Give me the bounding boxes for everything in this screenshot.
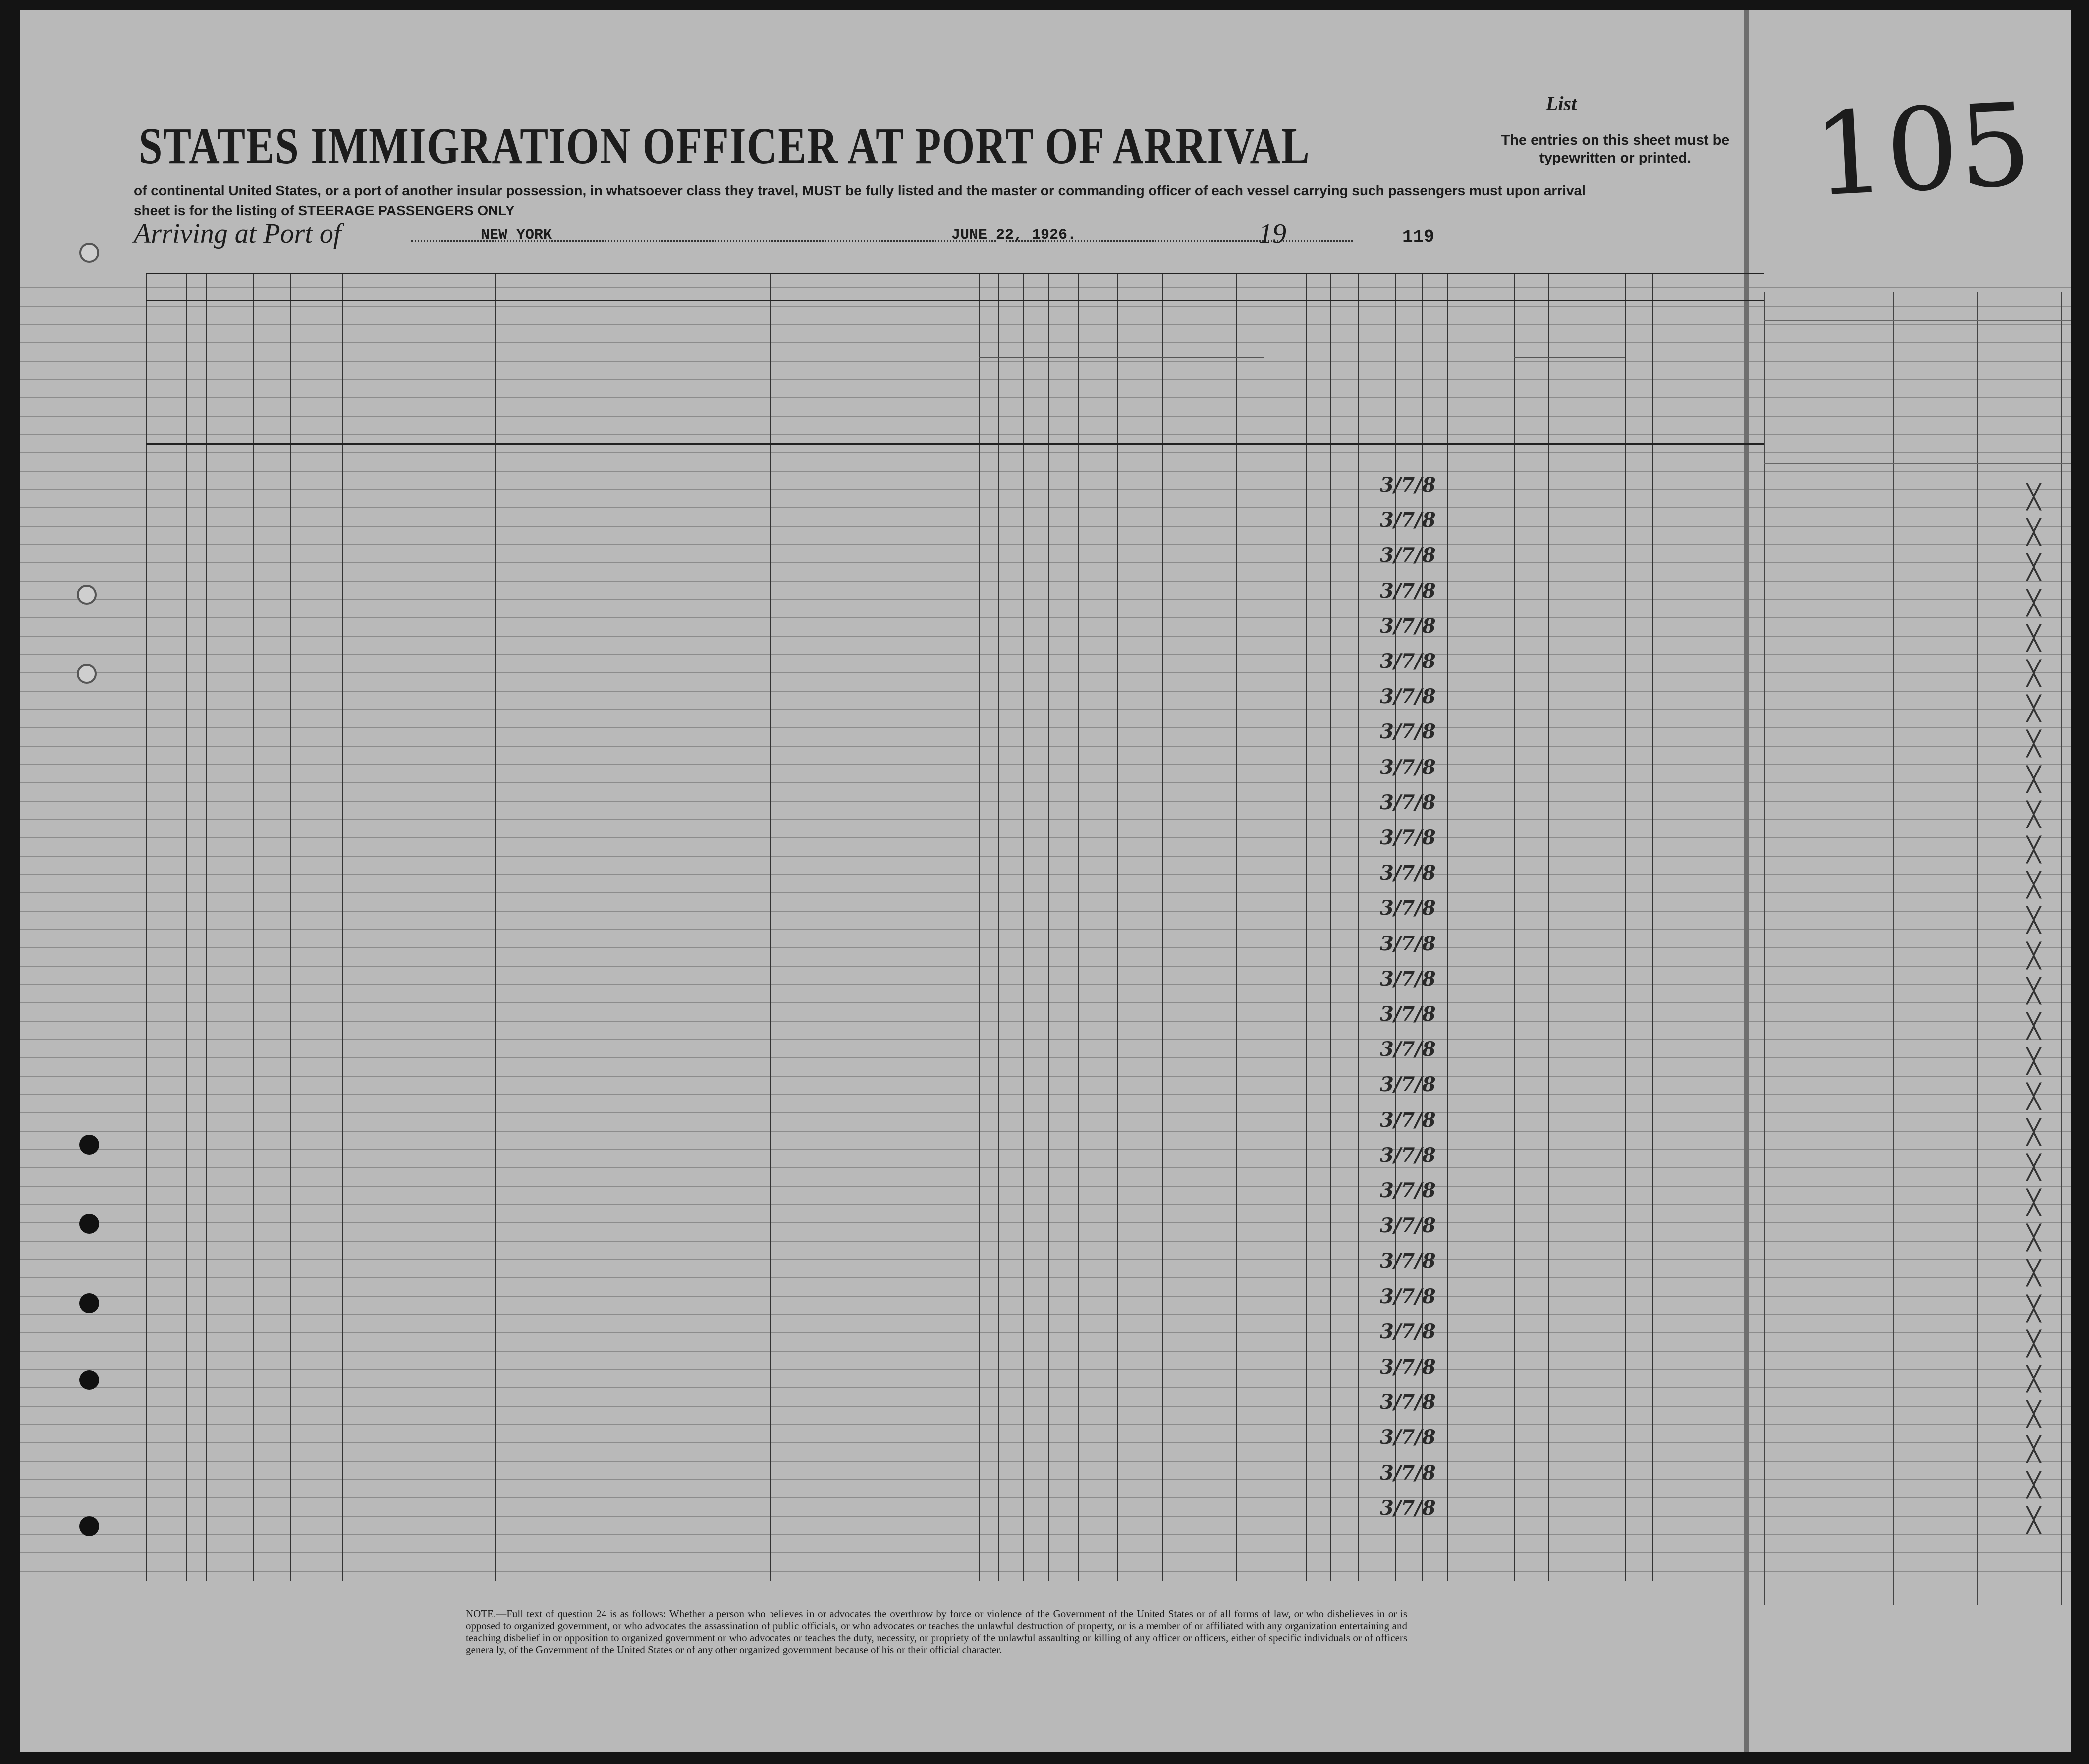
manifest-sheet bbox=[20, 10, 2071, 1752]
handwritten-date-mark: 3/7/8 bbox=[1380, 720, 1436, 744]
handwritten-date-mark: 3/7/8 bbox=[1380, 1073, 1436, 1097]
checkmark: ╳ bbox=[2027, 518, 2041, 547]
passenger-row bbox=[20, 1284, 2071, 1326]
passenger-row bbox=[20, 473, 2071, 515]
handwritten-date-mark: 3/7/8 bbox=[1380, 650, 1436, 673]
handwritten-date-mark: 3/7/8 bbox=[1380, 1284, 1436, 1308]
checkmark: ╳ bbox=[2027, 553, 2041, 582]
passenger-row bbox=[20, 544, 2071, 585]
checkmark: ╳ bbox=[2027, 624, 2041, 652]
passenger-row bbox=[20, 720, 2071, 762]
checkmark: ╳ bbox=[2027, 1189, 2041, 1216]
page-title: STATES IMMIGRATION OFFICER AT PORT OF ARRIVAL bbox=[139, 117, 1311, 174]
checkmark: ╳ bbox=[2027, 1400, 2041, 1429]
passenger-row bbox=[20, 1038, 2071, 1079]
checkmark: ╳ bbox=[2027, 1083, 2041, 1111]
handwritten-date-mark: 3/7/8 bbox=[1380, 1038, 1436, 1061]
checkmark: ╳ bbox=[2027, 730, 2041, 758]
checkmark: ╳ bbox=[2027, 1047, 2041, 1076]
handwritten-date-mark: 3/7/8 bbox=[1380, 1461, 1436, 1485]
handwritten-date-mark: 3/7/8 bbox=[1380, 544, 1436, 567]
checkmark: ╳ bbox=[2027, 589, 2041, 617]
passenger-row bbox=[20, 508, 2071, 550]
passenger-row bbox=[20, 1108, 2071, 1150]
handwritten-date-mark: 3/7/8 bbox=[1380, 1214, 1436, 1238]
year-prefix: 19 bbox=[1259, 219, 1286, 249]
passenger-row bbox=[20, 1073, 2071, 1114]
passenger-row bbox=[20, 1002, 2071, 1044]
handwritten-date-mark: 3/7/8 bbox=[1380, 579, 1436, 603]
handwritten-date-mark: 3/7/8 bbox=[1380, 1426, 1436, 1449]
handwritten-date-mark: 3/7/8 bbox=[1380, 755, 1436, 779]
checkmark: ╳ bbox=[2027, 1118, 2041, 1146]
intro-line: sheet is for the listing of STEERAGE PASSENGERS ONLY bbox=[134, 203, 515, 218]
checkmark: ╳ bbox=[2027, 695, 2041, 723]
checkmark: ╳ bbox=[2027, 1471, 2041, 1499]
checkmark: ╳ bbox=[2027, 660, 2041, 687]
handwritten-date-mark: 3/7/8 bbox=[1380, 1249, 1436, 1273]
passenger-row bbox=[20, 1143, 2071, 1185]
list-label: List bbox=[1546, 92, 1577, 114]
passenger-row bbox=[20, 932, 2071, 974]
handwritten-date-mark: 3/7/8 bbox=[1380, 1179, 1436, 1202]
handwritten-date-mark: 3/7/8 bbox=[1380, 1143, 1436, 1167]
passenger-row bbox=[20, 685, 2071, 726]
handwritten-date-mark: 3/7/8 bbox=[1380, 967, 1436, 991]
handwritten-date-mark: 3/7/8 bbox=[1380, 826, 1436, 849]
checkmark: ╳ bbox=[2027, 871, 2041, 899]
passenger-row bbox=[20, 826, 2071, 868]
passenger-row bbox=[20, 790, 2071, 832]
passenger-row bbox=[20, 861, 2071, 903]
handwritten-date-mark: 3/7/8 bbox=[1380, 1108, 1436, 1132]
passenger-row bbox=[20, 1496, 2071, 1538]
checkmark: ╳ bbox=[2027, 800, 2041, 828]
checkmark: ╳ bbox=[2027, 977, 2041, 1005]
passenger-row bbox=[20, 967, 2071, 1009]
handwritten-date-mark: 3/7/8 bbox=[1380, 932, 1436, 955]
checkmark: ╳ bbox=[2027, 483, 2041, 511]
checkmark: ╳ bbox=[2027, 1153, 2041, 1181]
handwritten-date-mark: 3/7/8 bbox=[1380, 1002, 1436, 1026]
checkmark: ╳ bbox=[2027, 836, 2041, 864]
checkmark: ╳ bbox=[2027, 1012, 2041, 1040]
checkmark: ╳ bbox=[2027, 1365, 2041, 1393]
passenger-row bbox=[20, 614, 2071, 656]
checkmark: ╳ bbox=[2027, 765, 2041, 793]
handwritten-date-mark: 3/7/8 bbox=[1380, 473, 1436, 496]
checkmark: ╳ bbox=[2027, 906, 2041, 935]
handwritten-date-mark: 3/7/8 bbox=[1380, 1320, 1436, 1343]
passenger-row bbox=[20, 1390, 2071, 1432]
checkmark: ╳ bbox=[2027, 941, 2041, 970]
port-value: NEW YORK bbox=[481, 227, 552, 244]
handwritten-date-mark: 3/7/8 bbox=[1380, 614, 1436, 638]
handwritten-date-mark: 3/7/8 bbox=[1380, 896, 1436, 920]
handwritten-date-mark: 3/7/8 bbox=[1380, 1496, 1436, 1520]
passenger-row bbox=[20, 755, 2071, 797]
passenger-row bbox=[20, 1179, 2071, 1220]
passenger-row bbox=[20, 1426, 2071, 1467]
passenger-row bbox=[20, 1320, 2071, 1362]
handwritten-date-mark: 3/7/8 bbox=[1380, 1355, 1436, 1378]
date-value: JUNE 22, 1926. bbox=[951, 227, 1077, 244]
list-number: 119 bbox=[1402, 227, 1434, 247]
handwritten-date-mark: 3/7/8 bbox=[1380, 861, 1436, 885]
passenger-row bbox=[20, 1461, 2071, 1503]
checkmark: ╳ bbox=[2027, 1294, 2041, 1323]
intro-line: of continental United States, or a port of another insular possession, in whatsoever class they travel, MUST be fully listed and the master or commanding officer of each vessel carrying such passengers must upon arrival bbox=[134, 183, 1586, 198]
handwritten-date-mark: 3/7/8 bbox=[1380, 790, 1436, 814]
checkmark: ╳ bbox=[2027, 1224, 2041, 1252]
checkmark: ╳ bbox=[2027, 1259, 2041, 1287]
handwritten-date-mark: 3/7/8 bbox=[1380, 508, 1436, 532]
handwritten-page-number: 105 bbox=[1810, 78, 2034, 222]
typewritten-note: The entries on this sheet must be typewritten or printed. bbox=[1501, 132, 1730, 166]
checkmark: ╳ bbox=[2027, 1435, 2041, 1464]
checkmark: ╳ bbox=[2027, 1506, 2041, 1534]
handwritten-date-mark: 3/7/8 bbox=[1380, 1390, 1436, 1414]
passenger-row bbox=[20, 896, 2071, 938]
checkmark: ╳ bbox=[2027, 1329, 2041, 1358]
footnote-question-24: NOTE.—Full text of question 24 is as follows: Whether a person who believes in or advocates the overthrow by force or violence of the Government of the United States or of all forms of law, or who disbelieves in or is opposed to organized government, or who advocates the assassination of public officials, or who advocates or teaches the unlawful destruction of property, or is a member of or affiliated with any organization entertaining and teaching disbelief in or opposition to organized government or who advocates or teaches the duty, necessity, or propriety of the unlawful assaulting or killing of any officer or officers, either of specific individuals or of officers generally, of the Government of the United States or of any other organized government because of his or their official character. bbox=[466, 1608, 1407, 1655]
passenger-row bbox=[20, 1214, 2071, 1256]
passenger-row bbox=[20, 650, 2071, 691]
passenger-row bbox=[20, 579, 2071, 621]
handwritten-date-mark: 3/7/8 bbox=[1380, 685, 1436, 709]
manifest-rows bbox=[20, 10, 2071, 1752]
passenger-row bbox=[20, 1355, 2071, 1397]
passenger-row bbox=[20, 1249, 2071, 1291]
arriving-label: Arriving at Port of bbox=[134, 219, 341, 249]
